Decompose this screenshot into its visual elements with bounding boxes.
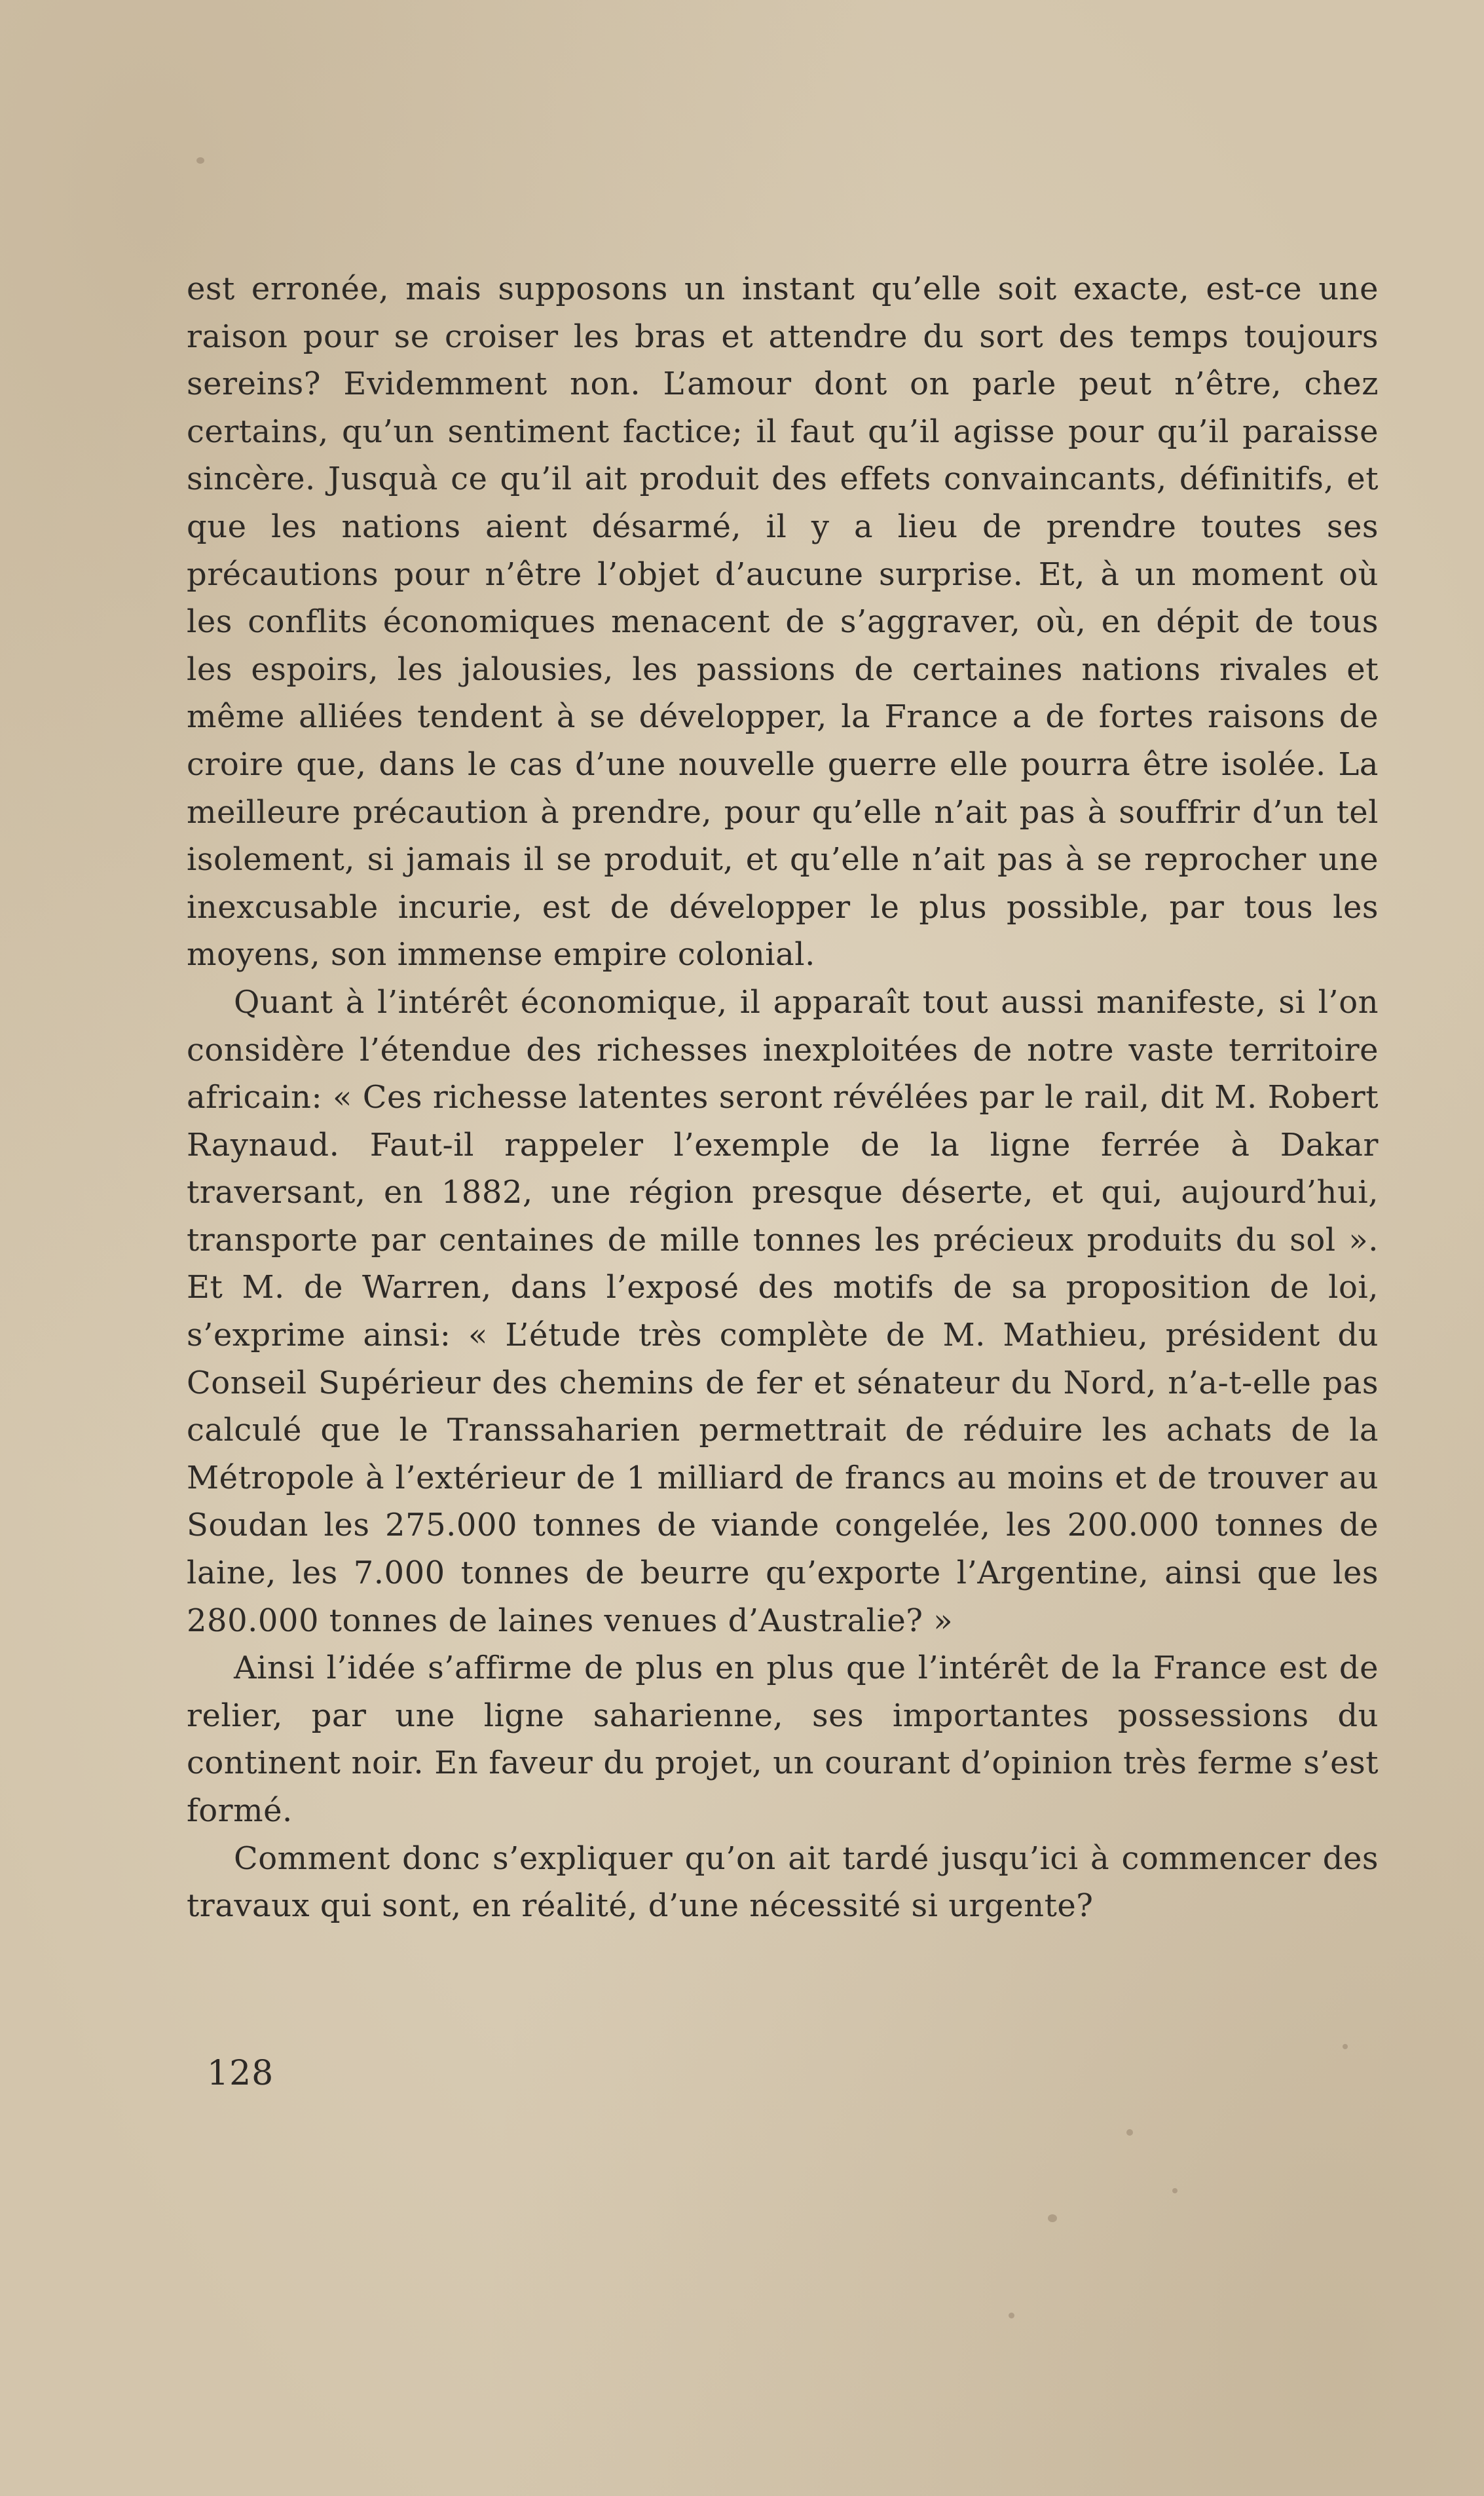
paragraph: Quant à l’intérêt économique, il apparaît tout aussi manifeste, si l’on considère l’étendue des richesses inexploitées de notre vaste territoire africain: « Ces richesse latentes seront révélées par le rail, dit M. Robert Raynaud. Faut-il rappeler l’exemple de la ligne ferrée à Dakar traversant, en 1882, une région presque déserte, et qui, aujourd’hui, transporte par centaines de mille tonnes les précieux produits du sol ». Et M. de Warren, dans l’exposé des motifs de sa proposition de loi, s’exprime ainsi: « L’étude très complète de M. Mathieu, président du Conseil Supérieur des chemins de fer et sénateur du Nord, n’a-t-elle pas calculé que le Transsaharien permettrait de réduire les achats de la Métropole à l’extérieur de 1 milliard de francs au moins et de trouver au Soudan les 275.000 tonnes de viande congelée, les 200.000 tonnes de laine, les 7.000 tonnes de beurre qu’exporte l’Argentine, ainsi que les 280.000 tonnes de laines venues d’Australie? » xyxy=(187,983,1379,1639)
paragraph: Comment donc s’expliquer qu’on ait tardé jusqu’ici à commencer des travaux qui sont, en réalité, d’une nécessité si urgente? xyxy=(187,1840,1379,1925)
page-number: 128 xyxy=(207,2054,274,2093)
paper-speck xyxy=(1009,2313,1014,2318)
paper-speck xyxy=(1172,2188,1178,2193)
paper-speck xyxy=(1126,2129,1133,2136)
paper-speck xyxy=(196,157,204,164)
paragraph: Ainsi l’idée s’affirme de plus en plus que l’intérêt de la France est de relier, par une ligne saharienne, ses importantes possessions du continent noir. En faveur du projet, un courant d’opinion très ferme s’est formé. xyxy=(187,1650,1379,1829)
paragraph: est erronée, mais supposons un instant qu’elle soit exacte, est-ce une raison pour se croiser les bras et attendre du sort des temps toujours sereins? Evidemment non. L’amour dont on parle peut n’être, chez certains, qu’un sentiment factice; il faut qu’il agisse pour qu’il paraisse sincère. Jusquà ce qu’il ait produit des effets convaincants, définitifs, et que les nations aient désarmé, il y a lieu de prendre toutes ses précautions pour n’être l’objet d’aucune surprise. Et, à un moment où les conflits économiques menacent de s’aggraver, où, en dépit de tous les espoirs, les jalousies, les passions de certaines nations rivales et même alliées tendent à se développer, la France a de fortes raisons de croire que, dans le cas d’une nouvelle guerre elle pourra être isolée. La meilleure précaution à prendre, pour qu’elle n’ait pas à souffrir d’un tel isolement, si jamais il se produit, et qu’elle n’ait pas à se reprocher une inexcusable incurie, est de développer le plus possible, par tous les moyens, son immense empire colonial. xyxy=(187,271,1379,974)
paper-speck xyxy=(1048,2214,1057,2222)
paper-speck xyxy=(1343,2044,1348,2049)
body-text xyxy=(187,265,1379,1930)
